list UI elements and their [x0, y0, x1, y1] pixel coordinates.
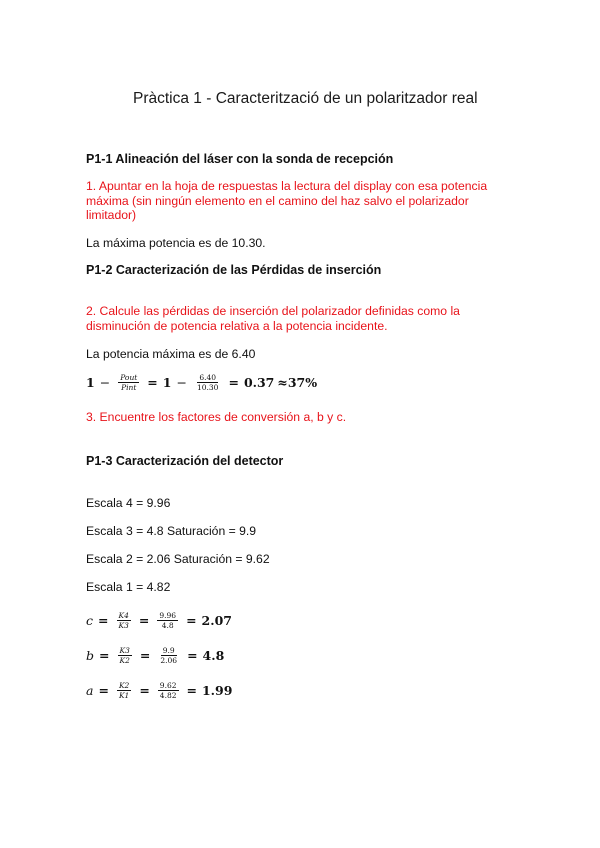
section-heading-p1-3: P1-3 Caracterización del detector: [86, 454, 284, 468]
answer-2: La potencia máxima es de 6.40: [86, 347, 256, 361]
eq-minus: −: [99, 375, 111, 390]
var-a: a: [86, 683, 94, 698]
fraction-denominator: K2: [119, 656, 130, 665]
fraction-pout-pint: [118, 373, 139, 392]
conversion-factor-c-equation: [86, 611, 232, 630]
fraction-k: [118, 646, 132, 665]
question-2-line-2: disminución de potencia relativa a la potencia incidente.: [86, 319, 388, 333]
fraction-numerator: 9.9: [162, 646, 175, 655]
fraction-numerator: K3: [119, 646, 130, 655]
eq-equals: =: [147, 375, 158, 390]
eq-equals: =: [187, 648, 198, 663]
scale-line: Escala 3 = 4.8 Saturación = 9.9: [86, 524, 257, 538]
fraction-k: [117, 611, 131, 630]
fraction-numerator: 6.40: [199, 373, 217, 382]
eq-equals: =: [186, 613, 197, 628]
question-3: 3. Encuentre los factores de conversión a, b y c.: [86, 410, 347, 424]
fraction-denominator: 4.82: [159, 691, 177, 700]
fraction-denominator: 10.30: [196, 383, 219, 392]
scale-line: Escala 4 = 9.96: [86, 496, 171, 510]
eq-equals: =: [98, 683, 109, 698]
eq-one: 1: [86, 375, 95, 390]
eq-approx: ≈37%: [277, 375, 318, 390]
section-heading-p1-2: P1-2 Caracterización de las Pérdidas de inserción: [86, 263, 382, 277]
eq-equals: =: [99, 648, 110, 663]
conversion-factor-b-equation: [86, 646, 224, 665]
eq-equals: =: [139, 683, 150, 698]
fraction-values: [158, 646, 179, 665]
fraction-numerator: K4: [118, 611, 129, 620]
eq-equals: =: [98, 613, 109, 628]
eq-result: 2.07: [201, 613, 232, 628]
question-1-line-2: máxima (sin ningún elemento en el camino del haz salvo el polarizador: [86, 194, 469, 208]
section-heading-p1-1: P1-1 Alineación del láser con la sonda de recepción: [86, 152, 394, 166]
eq-result: 1.99: [201, 683, 233, 698]
fraction-values: [158, 681, 179, 700]
answer-1: La máxima potencia es de 10.30.: [86, 236, 266, 250]
eq-equals: =: [228, 375, 239, 390]
var-b: b: [86, 648, 95, 663]
fraction-denominator: K1: [118, 691, 130, 700]
fraction-values: [157, 611, 178, 630]
fraction-denominator: 4.8: [161, 621, 174, 630]
fraction-numerator: K2: [118, 681, 130, 690]
eq-result: 0.37: [243, 375, 275, 390]
fraction-values: [195, 373, 220, 392]
scale-line: Escala 1 = 4.82: [86, 580, 171, 594]
eq-equals: =: [139, 648, 151, 663]
question-1-line-3: limitador): [86, 208, 137, 222]
eq-one: 1: [162, 375, 172, 390]
page-title: Pràctica 1 - Caracterització de un polaritzador real: [133, 90, 478, 107]
fraction-k: [117, 681, 131, 700]
var-c: c: [86, 613, 94, 628]
fraction-numerator: 9.62: [159, 681, 177, 690]
eq-equals: =: [186, 683, 197, 698]
eq-equals: =: [138, 613, 150, 628]
scale-line: Escala 2 = 2.06 Saturación = 9.62: [86, 552, 270, 566]
fraction-denominator: 2.06: [160, 656, 178, 665]
fraction-denominator: Pint: [121, 383, 137, 392]
fraction-denominator: K3: [118, 621, 129, 630]
question-2-line-1: 2. Calcule las pérdidas de inserción del polarizador definidas como la: [86, 304, 460, 318]
question-1-line-1: 1. Apuntar en la hoja de respuestas la lectura del display con esa potencia: [86, 179, 488, 193]
fraction-numerator: Pout: [120, 373, 138, 382]
eq-result: 4.8: [202, 648, 225, 663]
insertion-loss-equation: [86, 373, 317, 392]
eq-minus: −: [176, 375, 187, 390]
conversion-factor-a-equation: [86, 681, 232, 700]
fraction-numerator: 9.96: [159, 611, 177, 620]
